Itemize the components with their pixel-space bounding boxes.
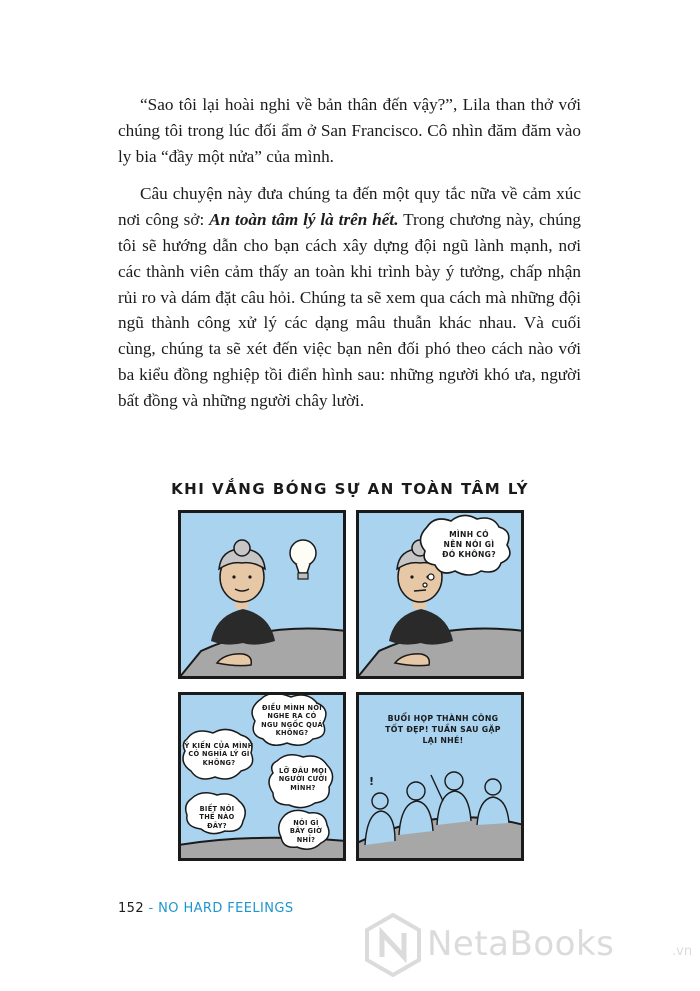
panel-3-bubble-4: BIẾT NÓI THẾ NÀO ĐÂY? xyxy=(199,805,235,830)
panel-4-exclaim: ! xyxy=(369,775,375,788)
body-text xyxy=(118,92,581,426)
panel-3-bubble-1: ĐIỀU MÌNH NÓI NGHE RA CÓ NGU NGỐC QUÁ KHÔNG? xyxy=(261,704,323,738)
netabooks-logo-icon xyxy=(365,913,421,977)
paragraph-2 xyxy=(118,181,581,413)
paragraph-1: “Sao tôi lại hoài nghi về bản thân đến vậy?”, Lila than thở với chúng tôi trong lúc đối ẩm ở San Francisco. Cô nhìn đăm đăm vào ly bia “đầy một nửa” của mình. xyxy=(118,95,581,166)
comic-panel-1 xyxy=(178,510,346,679)
comic-panel-3 xyxy=(178,692,346,861)
panel-4-speech-text: BUỔI HỌP THÀNH CÔNG TỐT ĐẸP! TUẦN SAU GẶP LẠI NHÉ! xyxy=(385,714,501,745)
paragraph-2-emphasis: An toàn tâm lý là trên hết. xyxy=(209,210,399,230)
panel-1-drawing xyxy=(181,513,343,676)
panel-2-bubble-text: MÌNH CÓ NÊN NÓI GÌ ĐÓ KHÔNG? xyxy=(442,530,496,559)
comic-panel-4 xyxy=(356,692,524,861)
panel-3-bubble-2: Ý KIẾN CỦA MÌNH CÓ NGHĨA LÝ GÌ KHÔNG? xyxy=(184,742,254,767)
watermark-suffix: .vn xyxy=(672,944,693,959)
light-bulb-icon xyxy=(290,540,316,579)
paragraph-2-start: Câu chuyện này đưa chúng ta đến một quy tắc nữa về cảm xúc nơi công sở: xyxy=(118,184,581,230)
book-title: NO HARD FEELINGS xyxy=(158,901,294,916)
panel-3-bubble-3: LỠ ĐÂU MỌI NGƯỜI CƯỜI MÌNH? xyxy=(278,767,328,792)
watermark xyxy=(365,910,700,980)
watermark-text: NetaBooks xyxy=(427,924,615,964)
paragraph-2-end: Trong chương này, chúng tôi sẽ hướng dẫn cho bạn cách xây dựng đội ngũ lành mạnh, nơi các thành viên cảm thấy an toàn khi trình bày ý tưởng, chấp nhận rủi ro và dám đặt câu hỏi. Chúng ta sẽ xem qua cách mà những đội ngũ thành công xử lý các dạng mâu thuẫn khác nhau. Và cuối cùng, chúng ta sẽ xét đến việc bạn nên đối phó theo cách nào với ba kiểu đồng nghiệp tồi điển hình sau: những người khó ưa, người bất đồng và những người chây lười. xyxy=(118,210,582,410)
comic-title: KHI VẮNG BÓNG SỰ AN TOÀN TÂM LÝ xyxy=(171,480,529,498)
page-footer xyxy=(118,901,294,916)
comic-panel-2 xyxy=(356,510,524,679)
page-number: 152 xyxy=(118,901,145,916)
panel-3-bubble-5: NÓI GÌ BÂY GIỜ NHỈ? xyxy=(289,819,323,844)
footer-separator: - xyxy=(144,901,159,916)
